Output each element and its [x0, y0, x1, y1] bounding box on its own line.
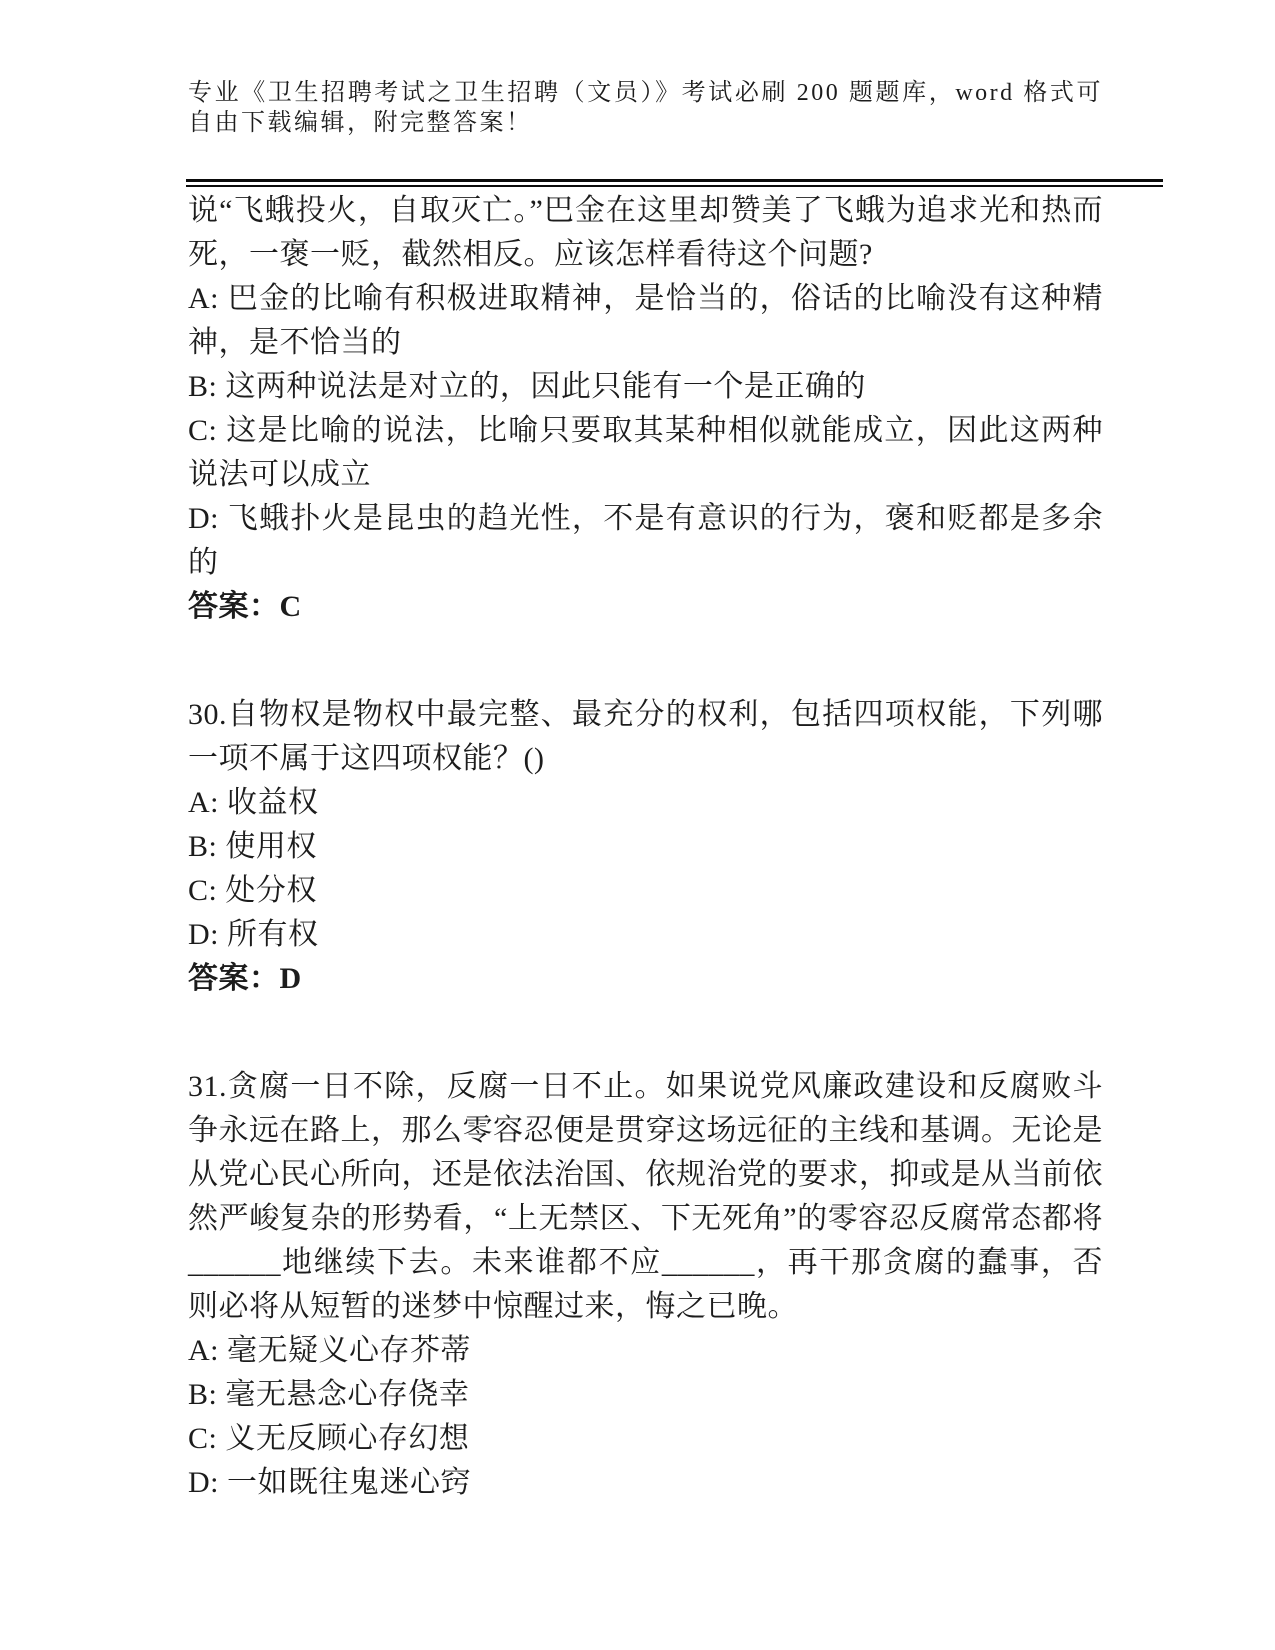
option-line-b: B: 这两种说法是对立的，因此只能有一个是正确的 [188, 370, 866, 403]
option-line-b: B: 毫无悬念心存侥幸 [188, 1378, 470, 1411]
option-line-c: C: 义无反顾心存幻想 [188, 1422, 470, 1455]
question-stem: 31.贪腐一日不除，反腐一日不止。如果说党风廉政建设和反腐败斗争永远在路上，那么零容忍便是贯穿这场远征的主线和基调。无论是从党心民心所向，还是依法治国、依规治党的要求，抑或是从当前依然严峻复杂的形势看，“上无禁区、下无死角”的零容忍反腐常态都将______地继续下去。未来谁都不应______，再干那贪腐的蠢事，否则必将从短暂的迷梦中惊醒过来，悔之已晚。 [188, 1070, 1103, 1323]
answer-line: 答案：C [188, 590, 302, 623]
page-header-text: 专业《卫生招聘考试之卫生招聘（文员）》考试必刷 200 题题库，word 格式可自由下载编辑，附完整答案！ [188, 80, 1103, 136]
header-separator-rule [186, 179, 1163, 187]
option-line-a: A: 毫无疑义心存芥蒂 [188, 1334, 471, 1367]
question-block-30 [188, 693, 1103, 1001]
option-line-c: C: 处分权 [188, 874, 317, 907]
option-line-a: A: 收益权 [188, 786, 319, 819]
option-line-d: D: 一如既往鬼迷心窍 [188, 1466, 471, 1499]
option-line-c: C: 这是比喻的说法，比喻只要取其某种相似就能成立，因此这两种说法可以成立 [188, 414, 1103, 491]
option-line-d: D: 所有权 [188, 918, 319, 951]
answer-line: 答案：D [188, 962, 302, 995]
question-stem: 30.自物权是物权中最完整、最充分的权利，包括四项权能，下列哪一项不属于这四项权能？() [188, 698, 1103, 775]
question-stem: 说“飞蛾投火，自取灭亡。”巴金在这里却赞美了飞蛾为追求光和热而死，一褒一贬，截然相反。应该怎样看待这个问题? [188, 194, 1103, 271]
question-block-31 [188, 1065, 1103, 1505]
option-line-b: B: 使用权 [188, 830, 317, 863]
question-block-continued [188, 189, 1103, 629]
option-line-d: D: 飞蛾扑火是昆虫的趋光性，不是有意识的行为，褒和贬都是多余的 [188, 502, 1103, 579]
option-line-a: A: 巴金的比喻有积极进取精神，是恰当的，俗话的比喻没有这种精神，是不恰当的 [188, 282, 1103, 359]
document-body [188, 189, 1103, 1505]
